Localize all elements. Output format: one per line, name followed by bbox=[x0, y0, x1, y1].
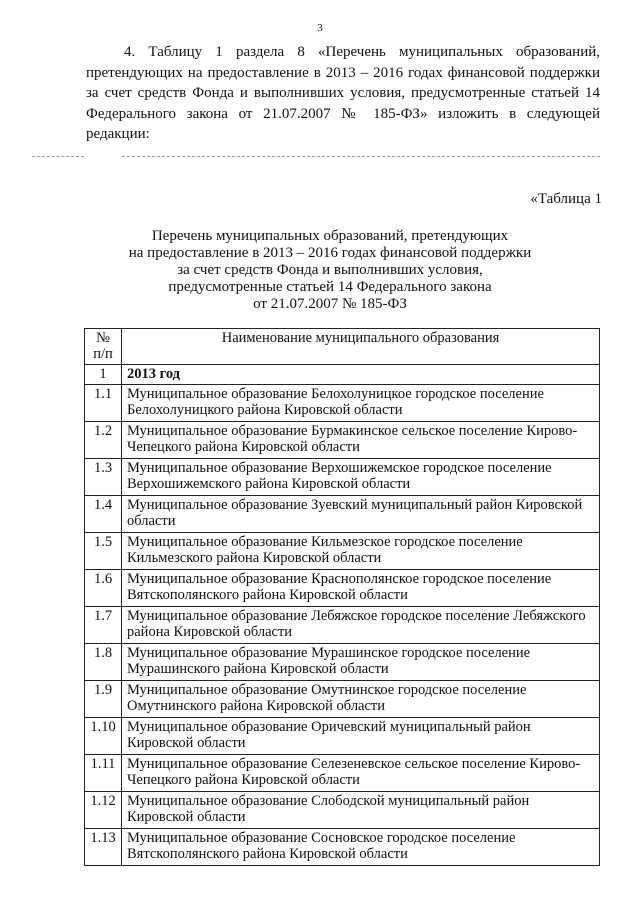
row-name: Муниципальное образование Краснополянское городское поселение Вятскополянского района Кировской области bbox=[122, 570, 600, 607]
row-name: Муниципальное образование Белохолуницкое городское поселение Белохолуницкого района Кировской области bbox=[122, 385, 600, 422]
row-name: Муниципальное образование Бурмакинское сельское поселение Кирово-Чепецкого района Кировской области bbox=[122, 422, 600, 459]
year-row bbox=[85, 365, 600, 385]
row-number: 1.9 bbox=[85, 681, 122, 718]
row-number: 1.5 bbox=[85, 533, 122, 570]
year-row-number: 1 bbox=[85, 365, 122, 385]
row-name: Муниципальное образование Селезеневское сельское поселение Кирово-Чепецкого района Кировской области bbox=[122, 755, 600, 792]
table-row bbox=[85, 718, 600, 755]
header-number bbox=[85, 329, 122, 365]
table-row bbox=[85, 644, 600, 681]
header-number-label: п/п bbox=[93, 346, 113, 362]
row-name: Муниципальное образование Омутнинское городское поселение Омутнинского района Кировской области bbox=[122, 681, 600, 718]
row-number: 1.4 bbox=[85, 496, 122, 533]
amendment-text: 4. Таблицу 1 раздела 8 «Перечень муниципальных образований, претендующих на предоставление в 2013 – 2016 годах финансовой поддержки за счет средств Фонда и выполнивших условия, предусмотренные статьей 14 Федерального закона от 21.07.2007 № 185-ФЗ» изложить в следующей редакции: bbox=[86, 44, 600, 142]
header-number-sign: № bbox=[96, 330, 110, 346]
row-number: 1.6 bbox=[85, 570, 122, 607]
row-number: 1.3 bbox=[85, 459, 122, 496]
caption-line: на предоставление в 2013 – 2016 годах финансовой поддержки bbox=[128, 245, 532, 261]
row-name: Муниципальное образование Верхошижемское городское поселение Верхошижемского района Кировской области bbox=[122, 459, 600, 496]
table-row bbox=[85, 570, 600, 607]
row-number: 1.11 bbox=[85, 755, 122, 792]
caption-line: предусмотренные статьей 14 Федерального закона bbox=[168, 279, 492, 295]
row-name: Муниципальное образование Кильмезское городское поселение Кильмезского района Кировской области bbox=[122, 533, 600, 570]
header-name: Наименование муниципального образования bbox=[122, 329, 600, 365]
row-number: 1.13 bbox=[85, 829, 122, 866]
row-number: 1.1 bbox=[85, 385, 122, 422]
table-row bbox=[85, 829, 600, 866]
row-name: Муниципальное образование Лебяжское городское поселение Лебяжского района Кировской области bbox=[122, 607, 600, 644]
row-number: 1.10 bbox=[85, 718, 122, 755]
caption-line: за счет средств Фонда и выполнивших условия, bbox=[177, 262, 483, 278]
table-row bbox=[85, 459, 600, 496]
row-name: Муниципальное образование Мурашинское городское поселение Мурашинского района Кировской области bbox=[122, 644, 600, 681]
table-caption bbox=[120, 228, 540, 313]
page-number: 3 bbox=[317, 22, 323, 34]
caption-line: от 21.07.2007 № 185-ФЗ bbox=[253, 296, 407, 312]
table-row bbox=[85, 385, 600, 422]
margin-dash-left bbox=[32, 156, 84, 157]
row-name: Муниципальное образование Оричевский муниципальный район Кировской области bbox=[122, 718, 600, 755]
caption-line: Перечень муниципальных образований, претендующих bbox=[151, 228, 509, 244]
row-number: 1.7 bbox=[85, 607, 122, 644]
municipalities-table bbox=[84, 328, 600, 866]
table-row bbox=[85, 755, 600, 792]
table-header-row bbox=[85, 329, 600, 365]
row-number: 1.8 bbox=[85, 644, 122, 681]
fill-dash-line bbox=[122, 156, 600, 157]
year-row-label: 2013 год bbox=[122, 365, 600, 385]
table-reference: «Таблица 1 bbox=[530, 191, 602, 207]
table-row bbox=[85, 496, 600, 533]
row-name: Муниципальное образование Слободской муниципальный район Кировской области bbox=[122, 792, 600, 829]
table-row bbox=[85, 607, 600, 644]
table-row bbox=[85, 533, 600, 570]
table-row bbox=[85, 422, 600, 459]
table-row bbox=[85, 681, 600, 718]
table-row bbox=[85, 792, 600, 829]
row-name: Муниципальное образование Сосновское городское поселение Вятскополянского района Кировской области bbox=[122, 829, 600, 866]
amendment-paragraph bbox=[86, 42, 600, 145]
row-name: Муниципальное образование Зуевский муниципальный район Кировской области bbox=[122, 496, 600, 533]
row-number: 1.2 bbox=[85, 422, 122, 459]
row-number: 1.12 bbox=[85, 792, 122, 829]
